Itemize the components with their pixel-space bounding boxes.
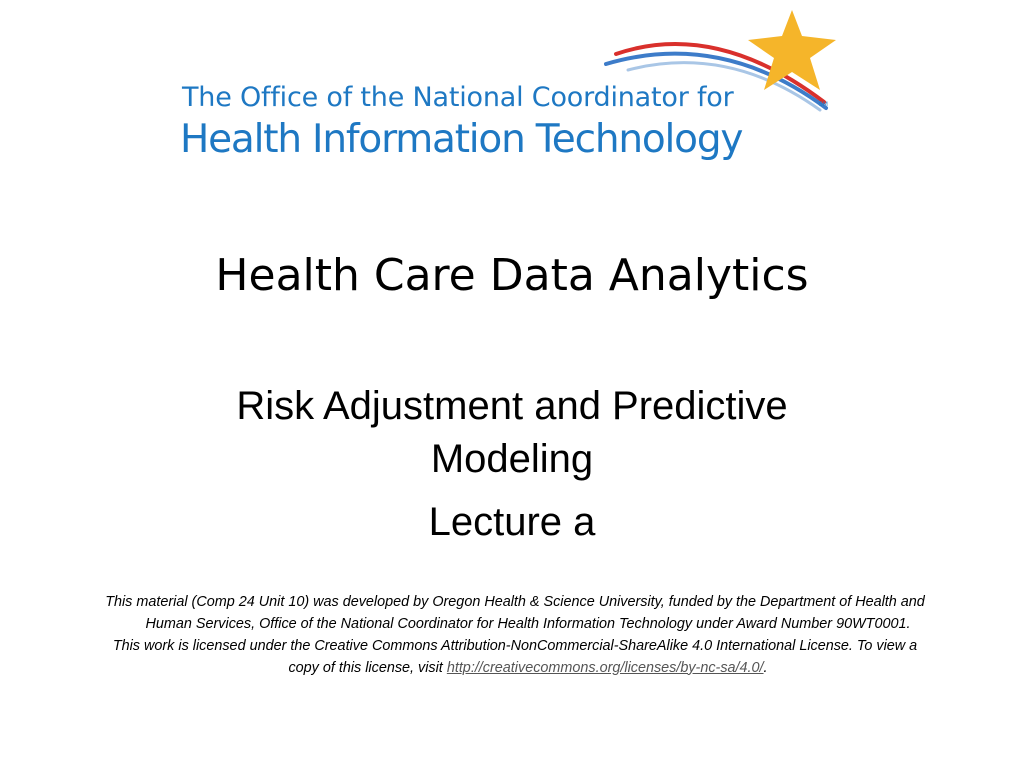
logo-service-mark: SM: [819, 101, 828, 108]
lecture-label: Lecture a: [428, 500, 596, 544]
license-text: This work is licensed under the Creative Commons Attribution-NonCommercial-ShareAlike 4.0 International License. To view a copy of this license, visit: [112, 638, 918, 676]
onc-logo: [176, 6, 856, 172]
credits-license-note: [100, 636, 930, 679]
logo-text-hit: Health Information Technology: [180, 117, 743, 162]
credits: [100, 592, 930, 680]
logo-text-office: The Office of the National Coordinator for: [182, 82, 734, 113]
slide-subtitle: Risk Adjustment and Predictive Modeling: [236, 384, 788, 481]
license-period: .: [763, 659, 768, 676]
slide-title: Health Care Data Analytics: [215, 250, 809, 301]
license-link[interactable]: http://creativecommons.org/licenses/by-nc-sa/4.0/: [446, 659, 764, 676]
credits-development-note: This material (Comp 24 Unit 10) was developed by Oregon Health & Science University, funded by the Department of Health and Human Services, Office of the National Coordinator for Health Information Technology under Award Number 90WT0001.: [105, 594, 925, 632]
